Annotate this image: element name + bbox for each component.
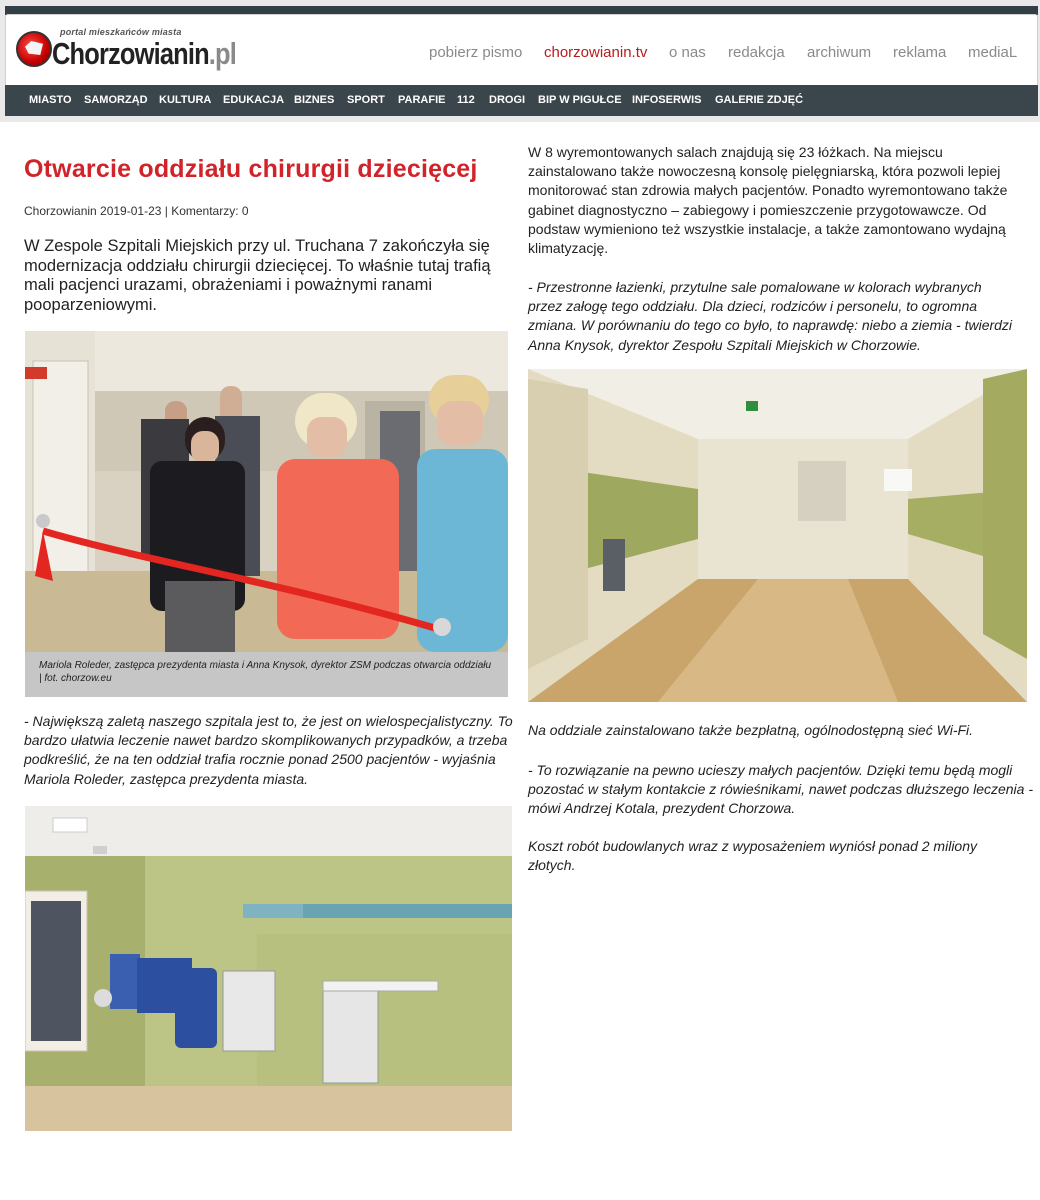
paragraph-renovation: W 8 wyremontowanych salach znajdują się 23 łóżkach. Na miejscu zainstalowano także nowoczesną konsolę pielęgniarską, która pozwoli lepiej monitorować stan zdrowia małych pacjentów. Ponadto wyremontowano także gabinet diagnostyczno – zabiegowy i pomieszczenie przygotowawcze. Od podstaw wymieniono też wszystkie instalacje, a także zamontowano wydajną klimatyzację. xyxy=(528,144,1008,257)
photo-caption: Mariola Roleder, zastępca prezydenta miasta i Anna Knysok, dyrektor ZSM podczas otwarcia oddziału | fot. chorzow.eu xyxy=(25,652,508,697)
article-meta: Chorzowianin 2019-01-23 | Komentarzy: 0 xyxy=(24,204,249,218)
catnav-112[interactable]: 112 xyxy=(457,94,475,106)
quote-kotala: - To rozwiązanie na pewno ucieszy małych pacjentów. Dzięki temu będą mogli pozostać w stałym kontakcie z rówieśnikami, nawet podczas dłuższego leczenia - mówi Andrzej Kotala, prezydent Chorzowa. xyxy=(528,762,1034,817)
topnav-chorzowianin-tv[interactable]: chorzowianin.tv xyxy=(544,44,648,61)
catnav-edukacja[interactable]: EDUKACJA xyxy=(223,94,285,106)
catnav-infoserwis[interactable]: INFOSERWIS xyxy=(632,94,702,106)
catnav-bip-w-pigulce[interactable]: BIP W PIGUŁCE xyxy=(538,94,622,106)
category-navigation xyxy=(5,85,1038,116)
article-lead: W Zespole Szpitali Miejskich przy ul. Truchana 7 zakończyła się modernizacja oddziału chirurgii dziecięcej. To właśnie tutaj trafią mali pacjenci urazami, obrażeniami i poważnymi ranami pooparzeniowymi. xyxy=(24,237,491,314)
topnav-o-nas[interactable]: o nas xyxy=(669,44,706,61)
logo-tld: .pl xyxy=(208,36,237,71)
paragraph-wifi: Na oddziale zainstalowano także bezpłatną, ogólnodostępną sieć Wi-Fi. xyxy=(528,722,974,738)
topnav-reklama[interactable]: reklama xyxy=(893,44,947,61)
patient-room-photo[interactable] xyxy=(25,806,512,1131)
quote-roleder: - Największą zaletą naszego szpitala jest to, że jest on wielospecjalistyczny. To bardzo ułatwia leczenie nawet bardzo skomplikowanych przypadków, a trzeba podkreślić, że na ten oddział trafia rocznie ponad 2500 pacjentów - wyjaśnia Mariola Roleder, zastępca prezydenta miasta. xyxy=(24,713,513,787)
logo-name: Chorzowianin xyxy=(52,36,209,71)
article-title: Otwarcie oddziału chirurgii dziecięcej xyxy=(24,155,478,183)
catnav-parafie[interactable]: PARAFIE xyxy=(398,94,446,106)
quote-knysok: - Przestronne łazienki, przytulne sale pomalowane w kolorach wybranych przez załogę tego oddziału. Dla dzieci, rodziców i personelu, to ogromna zmiana. W porównaniu do tego co było, to naprawdę: niebo a ziemia - twierdzi Anna Knysok, dyrektor Zespołu Szpitali Miejskich w Chorzowie. xyxy=(528,279,1013,353)
catnav-galerie-zdjec[interactable]: GALERIE ZDJĘĆ xyxy=(715,94,804,106)
ribbon-cutting-image xyxy=(25,331,508,652)
catnav-samorzad[interactable]: SAMORZĄD xyxy=(84,94,148,106)
catnav-biznes[interactable]: BIZNES xyxy=(294,94,335,106)
topnav-archiwum[interactable]: archiwum xyxy=(807,44,872,61)
logo-tagline: portal mieszkańców miasta xyxy=(60,27,182,37)
patient-room-image xyxy=(25,806,512,1131)
corridor-photo[interactable] xyxy=(528,369,1027,702)
top-navigation xyxy=(0,44,1040,64)
topnav-redakcja[interactable]: redakcja xyxy=(728,44,785,61)
catnav-miasto[interactable]: MIASTO xyxy=(29,94,72,106)
paragraph-cost: Koszt robót budowlanych wraz z wyposażeniem wyniósł ponad 2 miliony złotych. xyxy=(528,838,977,874)
catnav-kultura[interactable]: KULTURA xyxy=(159,94,212,106)
catnav-sport[interactable]: SPORT xyxy=(347,94,385,106)
corridor-image xyxy=(528,369,1027,702)
ribbon-cutting-photo[interactable] xyxy=(25,331,508,652)
topnav-pobierz-pismo[interactable]: pobierz pismo xyxy=(429,44,523,61)
catnav-drogi[interactable]: DROGI xyxy=(489,94,526,106)
topnav-medial[interactable]: mediaL xyxy=(968,44,1018,61)
